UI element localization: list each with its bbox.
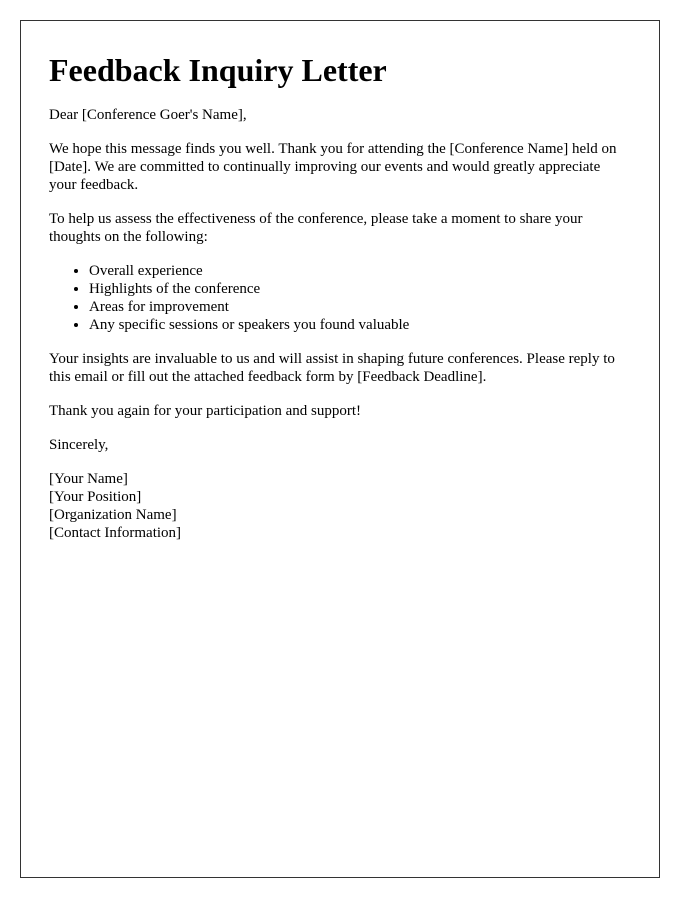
salutation: Dear [Conference Goer's Name],	[49, 107, 247, 123]
feedback-topics-list	[49, 262, 631, 334]
request-paragraph: To help us assess the effectiveness of the conference, please take a moment to share your thoughts on the following:	[49, 211, 583, 245]
list-item: • Any specific sessions or speakers you found valuable	[89, 316, 631, 334]
list-item: • Highlights of the conference	[89, 280, 631, 298]
thanks-paragraph: Thank you again for your participation and support!	[49, 403, 361, 419]
insights-paragraph: Your insights are invaluable to us and will assist in shaping future conferences. Please reply to this email or fill out the attached feedback form by [Feedback Deadline].	[49, 351, 615, 385]
signature-block	[49, 470, 631, 542]
letter-container	[20, 20, 660, 878]
signature-organization: [Organization Name]	[49, 507, 177, 523]
letter-title: Feedback Inquiry Letter	[49, 52, 387, 88]
signature-position: [Your Position]	[49, 489, 142, 505]
list-item: • Overall experience	[89, 262, 631, 280]
list-item: • Areas for improvement	[89, 298, 631, 316]
intro-paragraph: We hope this message finds you well. Thank you for attending the [Conference Name] held on [Date]. We are committed to continually improving our events and would greatly appreciate your feedback.	[49, 141, 617, 193]
signature-name: [Your Name]	[49, 471, 128, 487]
signature-contact: [Contact Information]	[49, 525, 182, 541]
closing-line: Sincerely,	[49, 437, 109, 453]
